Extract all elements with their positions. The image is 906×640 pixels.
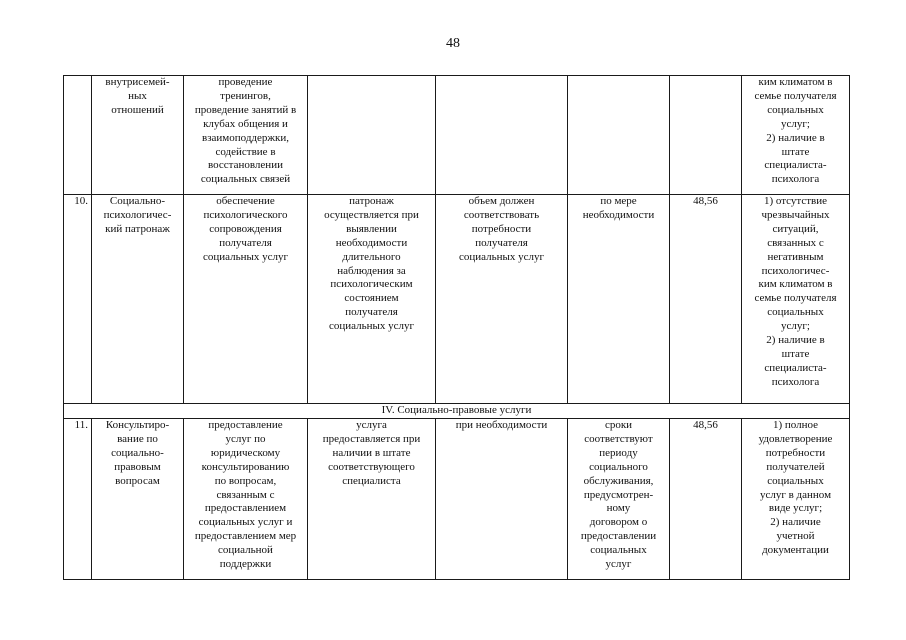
service-name: внутрисемей- ных отношений (92, 76, 184, 195)
services-table (63, 75, 850, 580)
service-terms (568, 76, 670, 195)
service-description: предоставление услуг по юридическому консультированию по вопросам, связанным с предоставлением социальных услуг и предоставлением мер социальной поддержки (184, 419, 308, 580)
service-volume (436, 76, 568, 195)
table-row (64, 76, 850, 195)
service-description: проведение тренингов, проведение занятий в клубах общения и взаимоподдержки, содействие в восстановлении социальных связей (184, 76, 308, 195)
service-conditions (308, 76, 436, 195)
service-criteria: 1) отсутствие чрезвычайных ситуаций, связанных с негативным психологичес- ким климатом в семье получателя социальных услуг; 2) наличие в штате специалиста- психолога (742, 195, 850, 404)
service-conditions: услуга предоставляется при наличии в штате соответствующего специалиста (308, 419, 436, 580)
service-price: 48,56 (670, 195, 742, 404)
service-price (670, 76, 742, 195)
section-title: IV. Социально-правовые услуги (64, 404, 850, 419)
row-number: 10. (64, 195, 92, 404)
service-volume: объем должен соответствовать потребности получателя социальных услуг (436, 195, 568, 404)
table-row (64, 419, 850, 580)
service-criteria: 1) полное удовлетворение потребности получателей социальных услуг в данном виде услуг; 2) наличие учетной документации (742, 419, 850, 580)
service-criteria: ким климатом в семье получателя социальных услуг; 2) наличие в штате специалиста- психолога (742, 76, 850, 195)
section-row (64, 404, 850, 419)
service-description: обеспечение психологического сопровождения получателя социальных услуг (184, 195, 308, 404)
service-terms: по мере необходимости (568, 195, 670, 404)
row-number: 11. (64, 419, 92, 580)
service-name: Консультиро- вание по социально- правовым вопросам (92, 419, 184, 580)
service-price: 48,56 (670, 419, 742, 580)
page-number: 48 (446, 36, 460, 51)
service-conditions: патронаж осуществляется при выявлении необходимости длительного наблюдения за психологическим состоянием получателя социальных услуг (308, 195, 436, 404)
service-volume: при необходимости (436, 419, 568, 580)
service-name: Социально- психологичес- кий патронаж (92, 195, 184, 404)
service-terms: сроки соответствуют периоду социального обслуживания, предусмотрен- ному договором о предоставлении социальных услуг (568, 419, 670, 580)
table-row (64, 195, 850, 404)
row-number (64, 76, 92, 195)
